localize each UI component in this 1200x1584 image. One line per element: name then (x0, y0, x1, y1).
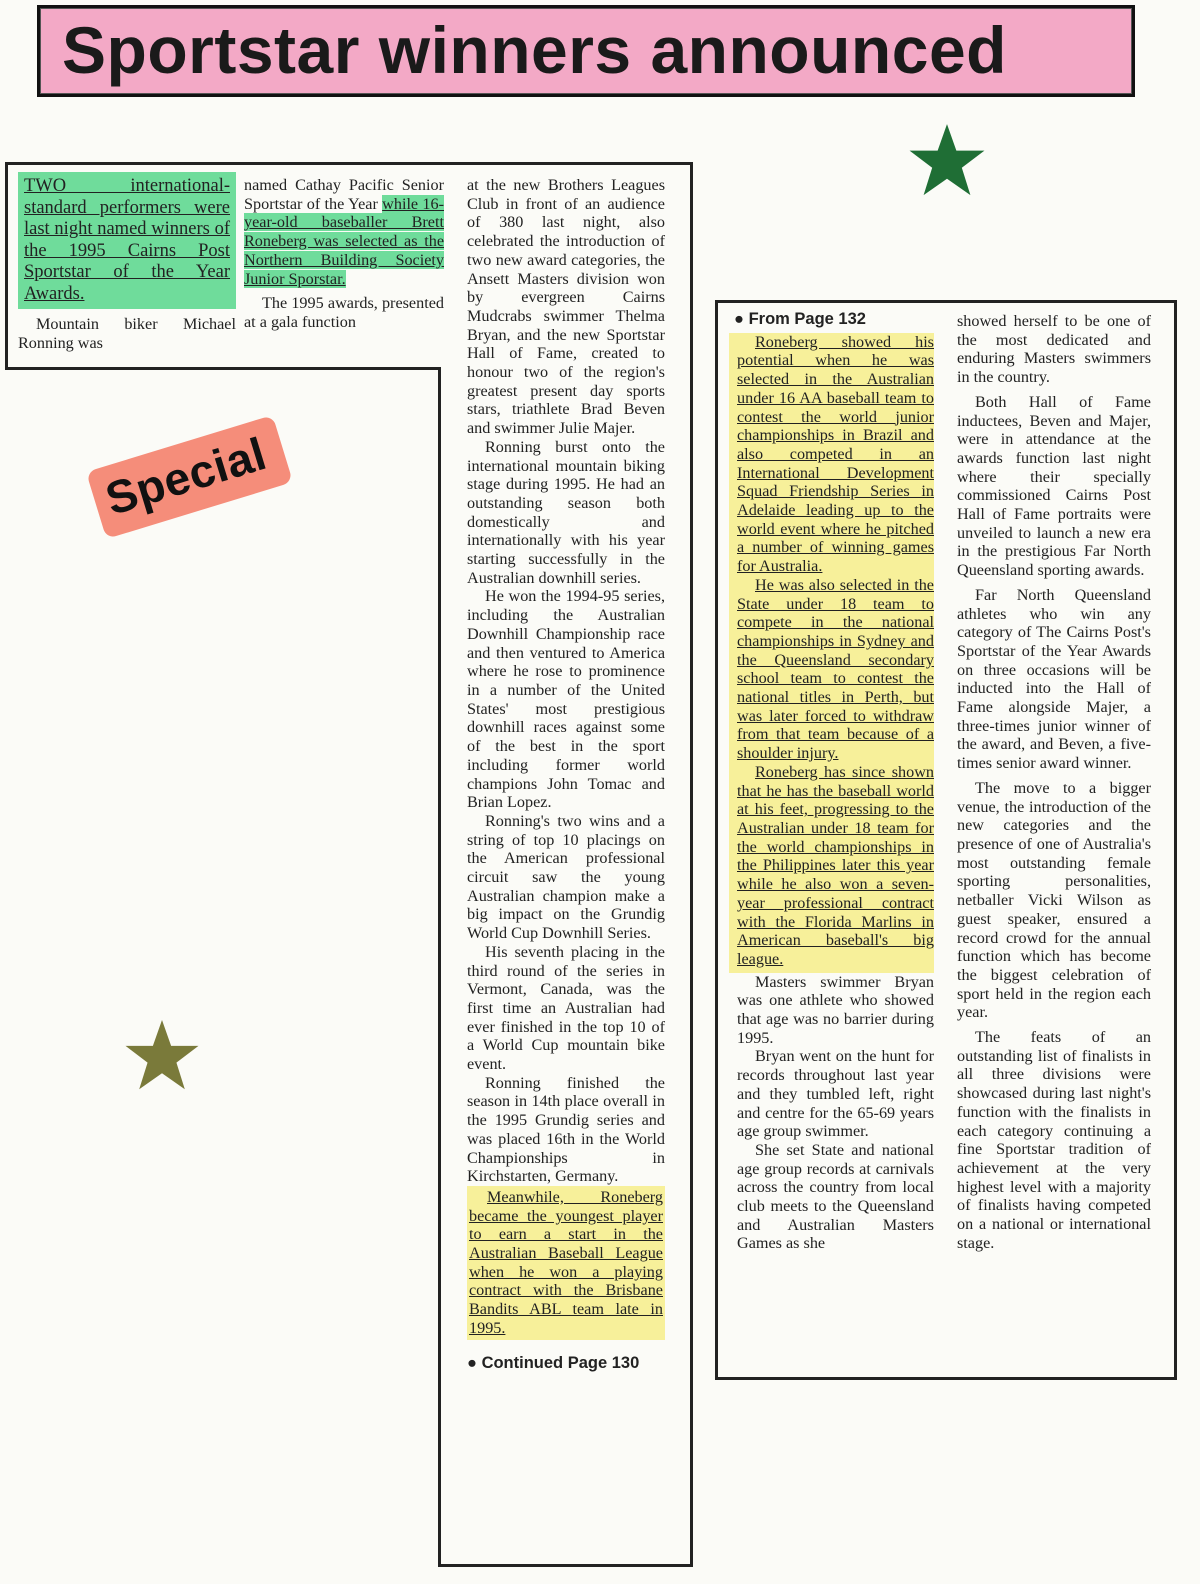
headline-banner (37, 5, 1135, 97)
headline: Sportstar winners announced (62, 13, 1007, 87)
col5-paragraph-3: Far North Queensland athletes who win any category of The Cairns Post's Sportstar of the Year Awards on three occasions will be inducted into the Hall of Fame alongside Majer, a three-times junior winner of the award, and Beven, a five-times senior award winner. (957, 585, 1151, 773)
bullet-icon: ● (734, 310, 744, 328)
col4-paragraph-5: Bryan went on the hunt for records throughout last year and they tumbled left, right and centre for the 65-69 years age group swimmer. (737, 1047, 934, 1141)
col3-paragraph-3: He won the 1994-95 series, including the Australian Downhill Championship race and then ventured to America where he rose to prominence in a number of the United States' most prestigious downhill races against some of the best in the sport including former world champions John Tomac and Brian Lopez. (467, 587, 665, 812)
col4-paragraph-2: He was also selected in the State under 18 team to compete in the national championships in Sydney and the Queensland secondary school team to contest the national titles in Perth, but was later forced to withdraw from that team because of a shoulder injury. (737, 575, 934, 763)
bullet-icon: ● (467, 1353, 477, 1372)
col4-paragraph-6: She set State and national age group records at carnivals across the country from local club meets to the Queensland and Australian Masters Games as she (737, 1140, 934, 1253)
jump-highlight (729, 333, 934, 973)
intro-lead: TWO international-standard performers were last night named winners of the 1995 Cairns Post Sportstar of the Year Awards. (18, 172, 236, 309)
col5-paragraph-4: The move to a bigger venue, the introduction of the new categories and the presence of one of Australia's most outstanding female sporting personalities, netballer Vicki Wilson as guest speaker, ensured a record crowd for the annual function which has become the biggest celebration of sport held in the region each year. (957, 778, 1151, 1022)
special-badge-label: Special (99, 427, 273, 525)
article-column-3 (467, 176, 665, 1372)
green-star-icon (908, 122, 986, 198)
jump-column-1 (734, 310, 934, 1253)
article-frame-rule (5, 367, 441, 370)
special-badge (86, 415, 293, 539)
col3-paragraph-1: at the new Brothers Leagues Club in front of an audience of 380 last night, also celebrated the introduction of two new award categories, the Ansett Masters division won by evergreen Cairns Mudcrabs swimmer Thelma Bryan, and the new Sportstar Hall of Fame, created to honour two of the region's greatest present day sports stars, triathlete Brad Beven and swimmer Julie Majer. (467, 176, 665, 438)
col3-paragraph-6: Ronning finished the season in 14th place overall in the 1995 Grundig series and was placed 16th in the World Championships in Kirchstarten, Germany. (467, 1073, 665, 1186)
col3-paragraph-2: Ronning burst onto the international mountain biking stage during 1995. He had an outstanding season both domestically and internationally with his year starting successfully in the Australian downhill series. (467, 437, 665, 587)
col4-paragraph-4: Masters swimmer Bryan was one athlete who showed that age was no barrier during 1995. (737, 972, 934, 1047)
col4-paragraph-1: Roneberg showed his potential when he was selected in the Australian under 16 AA baseball team to contest the world junior championships in Brazil and also competed in an International Development Squad Friendship Series in Adelaide leading up to the world event where he pitched a number of winning games for Australia. (737, 332, 934, 576)
col2-highlight: while 16-year-old baseballer Brett Roneberg was selected as the Northern Building Society Junior Sporstar. (244, 194, 444, 288)
col4-paragraph-3: Roneberg has since shown that he has the baseball world at his feet, progressing to the Australian under 18 team for the world championships in the Philippines later this year while he also won a seven-year professional contract with the Florida Marlins in American baseball's big league. (737, 762, 934, 968)
from-page-kicker: ● From Page 132 (734, 310, 866, 328)
col3-paragraph-5: His seventh placing in the third round of the series in Vermont, Canada, was the first time an Australian had ever finished in the top 10 of a World Cup mountain bike event. (467, 942, 665, 1074)
article-intro (14, 172, 240, 353)
continued-kicker: ● Continued Page 130 (467, 1353, 640, 1372)
col5-paragraph-1: showed herself to be one of the most dedicated and enduring Masters swimmers in the country. (957, 312, 1151, 387)
col3-paragraph-7: Meanwhile, Roneberg became the youngest player to earn a start in the Australian Baseball League when he won a playing contract with the Brisbane Bandits ABL team late in 1995. (467, 1186, 665, 1340)
col3-paragraph-4: Ronning's two wins and a string of top 10 placings on the American professional circuit saw the young Australian champion make a big impact on the Grundig World Cup Downhill Series. (467, 811, 665, 943)
col5-paragraph-2: Both Hall of Fame inductees, Beven and Majer, were in attendance at the awards function last night where their specially commissioned Cairns Post Hall of Fame portraits were unveiled to launch a new era in the prestigious Far North Queensland sporting awards. (957, 392, 1151, 580)
col5-paragraph-5: The feats of an outstanding list of finalists in all three divisions were showcased during last night's function with the finalists in each category continuing a fine Sportstar tradition of achievement at the very highest level with a majority of finalists having competed on a national or international stage. (957, 1028, 1151, 1252)
col2-paragraph-2: The 1995 awards, presented at a gala function (244, 294, 444, 331)
jump-column-2 (957, 312, 1151, 1252)
olive-star-icon (124, 1018, 200, 1092)
article-column-2 (244, 176, 444, 332)
col2-paragraph-1: named Cathay Pacific Senior Sportstar of the Year while 16-year-old baseballer Brett Roneberg was selected as the Northern Building Society Junior Sporstar. (244, 176, 444, 288)
intro-paragraph: Mountain biker Michael Ronning was (18, 315, 236, 352)
